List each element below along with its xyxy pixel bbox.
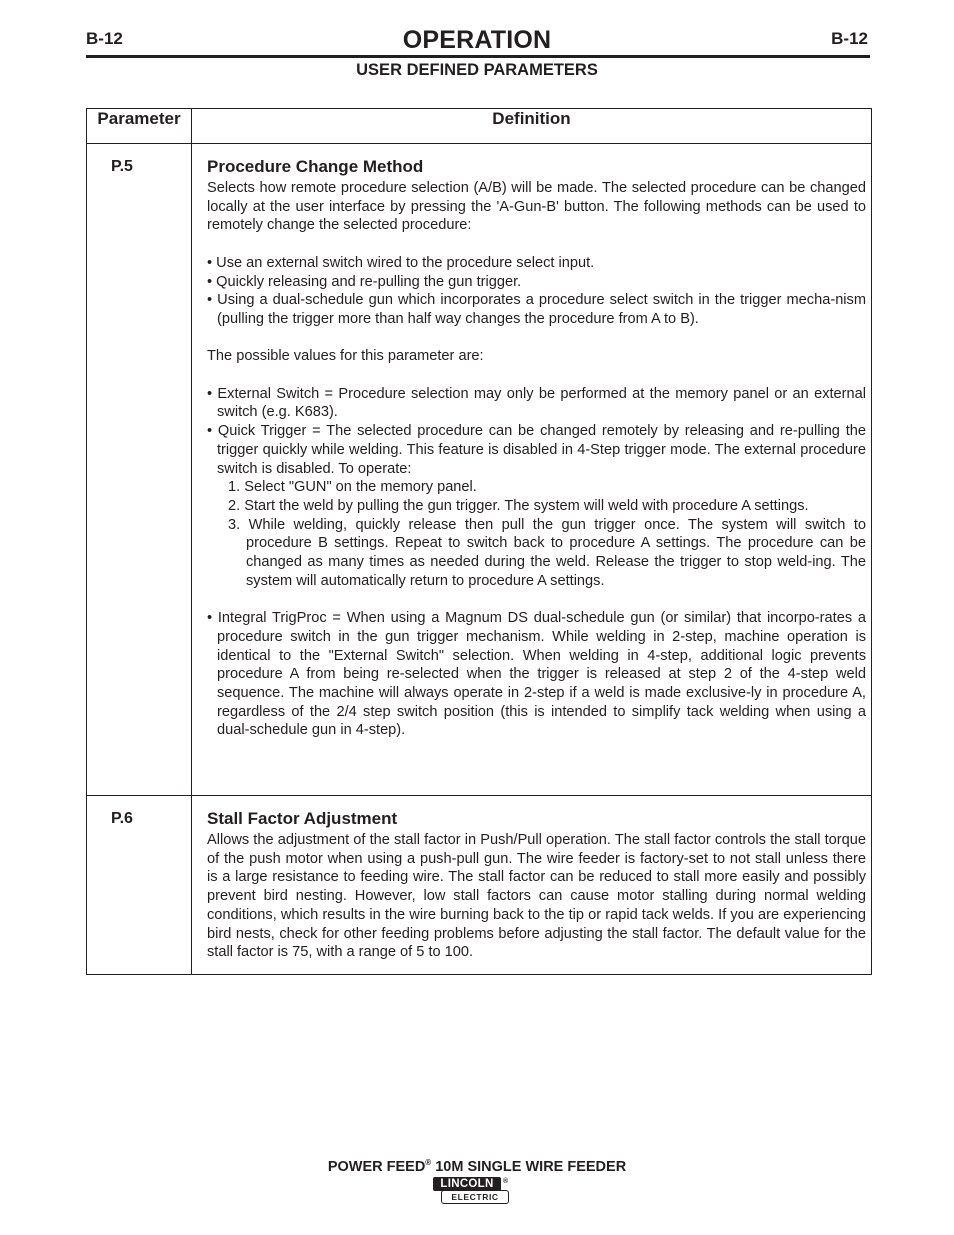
table-row <box>87 144 872 796</box>
definition-intro: Selects how remote procedure selection (A/B) will be made. The selected procedure can be changed locally at the user interface by pressing the 'A-Gun-B' button. The following methods can be used to remotely change the selected procedure: <box>207 180 866 234</box>
footer-product-name: POWER FEED® 10M SINGLE WIRE FEEDER <box>327 1158 627 1175</box>
parameter-title: Stall Factor Adjustment <box>207 809 398 828</box>
logo-lincoln-text: LINCOLN <box>433 1177 501 1191</box>
value-item: • External Switch = Procedure selection may only be performed at the memory panel or an external switch (e.g. K683). <box>207 385 866 421</box>
parameter-code: P.5 <box>87 144 192 796</box>
header-rule <box>86 55 870 58</box>
definition-body: Allows the adjustment of the stall factor in Push/Pull operation. The stall factor controls the stall torque of the push motor when using a push-pull gun. The wire feeder is factory-set to not stall unless there is a large resistance to feeding wire. The stall factor can be reduced to stall more easily and possibly prevent bird nesting. However, low stall factors can cause motor stalling during normal welding conditions, which results in the wire burning back to the tip or rapid tack welds. If you are experiencing bird nests, check for other feeding problems before adjusting the stall factor. The default value for the stall factor is 75, with a range of 5 to 100. <box>207 832 866 961</box>
page-number-left: B-12 <box>86 29 123 48</box>
parameters-table <box>86 108 872 975</box>
parameter-title: Procedure Change Method <box>207 157 424 176</box>
page-title: OPERATION <box>402 26 552 54</box>
column-header-parameter: Parameter <box>87 109 192 144</box>
value-item: • Integral TrigProc = When using a Magnum DS dual-schedule gun (or similar) that incorpo-rates a procedure switch in the gun trigger mechanism. While welding in 2-step, machine operation is identical to the "External Switch" selection. When welding in 4-step, additional logic prevents procedure A from being re-selected when the trigger is released at step 2 of the 4-step weld sequence. The machine will always operate in 2-step if a weld is made exclusive-ly in procedure A, regardless of the 2/4 step switch position (this is intended to simplify tack welding when using a dual-schedule gun in 4-step). <box>207 610 866 739</box>
step-item: 1. Select "GUN" on the memory panel. <box>228 479 477 496</box>
parameter-definition <box>192 144 872 796</box>
values-intro: The possible values for this parameter are: <box>207 348 484 365</box>
method-item: • Use an external switch wired to the procedure select input. <box>207 254 595 271</box>
table-row <box>87 796 872 975</box>
logo-electric-text: ELECTRIC <box>441 1190 509 1204</box>
page-number-right: B-12 <box>831 29 868 48</box>
parameter-definition <box>192 796 872 975</box>
value-item: • Quick Trigger = The selected procedure can be changed remotely by releasing and re-pulling the trigger quickly while welding. This feature is disabled in 4-Step trigger mode. The external procedure switch is disabled. To operate: <box>207 423 866 477</box>
section-subtitle: USER DEFINED PARAMETERS <box>356 61 598 79</box>
parameter-code: P.6 <box>87 796 192 975</box>
table-header-row <box>87 109 872 144</box>
step-item: 2. Start the weld by pulling the gun trigger. The system will weld with procedure A settings. <box>228 497 809 514</box>
logo-registered-mark: ® <box>503 1178 509 1185</box>
method-item: • Using a dual-schedule gun which incorporates a procedure select switch in the trigger mecha-nism (pulling the trigger more than half way changes the procedure from A to B). <box>207 292 866 327</box>
step-item: 3. While welding, quickly release then pull the gun trigger once. The system will switch to procedure B settings. Repeat to switch back to procedure A settings. The procedure can be changed as many times as needed during the weld. Release the trigger to stop weld-ing. The system will automatically return to procedure A settings. <box>228 516 866 589</box>
lincoln-electric-logo <box>433 1177 513 1205</box>
column-header-definition: Definition <box>192 109 872 144</box>
method-item: • Quickly releasing and re-pulling the gun trigger. <box>207 273 522 290</box>
